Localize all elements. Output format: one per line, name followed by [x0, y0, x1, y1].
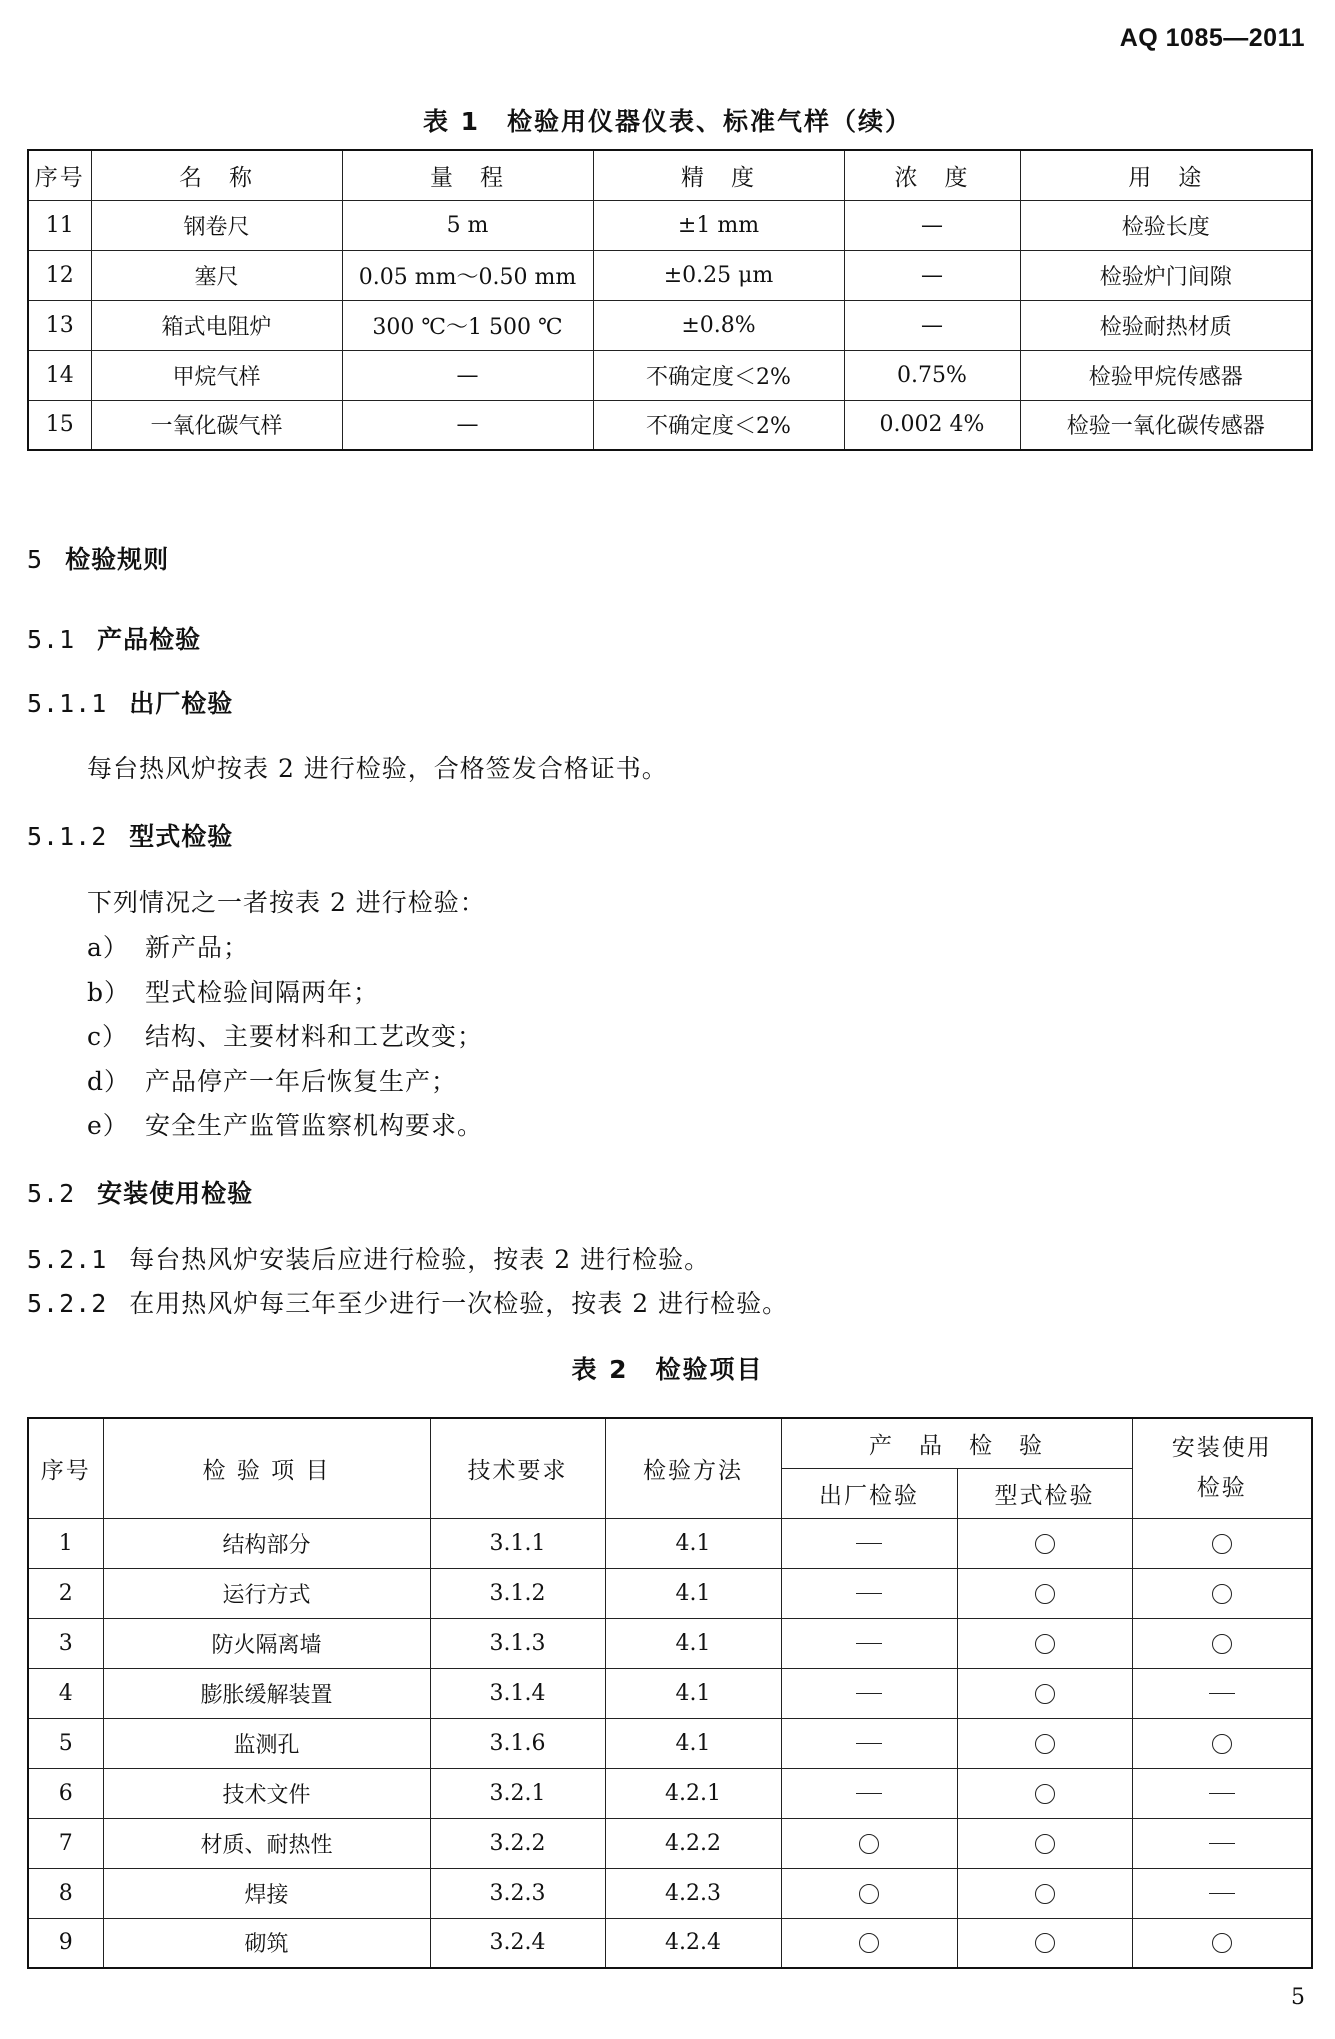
section-5-1-2-heading	[27, 817, 233, 853]
table-cell-factory	[781, 1818, 957, 1868]
section-title: 产品检验	[97, 625, 202, 654]
dash-mark	[1209, 1693, 1235, 1694]
table-cell: ±0.8%	[593, 300, 844, 350]
table-cell: 9	[28, 1918, 103, 1968]
section-number: 5.1.1	[27, 689, 108, 718]
table-cell-type	[957, 1868, 1132, 1918]
table-cell-factory	[781, 1668, 957, 1718]
table-cell: 5 m	[342, 200, 593, 250]
table-cell: 4.2.1	[605, 1768, 781, 1818]
circle-mark	[1035, 1634, 1055, 1654]
table-cell-type	[957, 1918, 1132, 1968]
table-cell: 3.1.2	[430, 1568, 605, 1618]
table-cell: 检验一氧化碳传感器	[1020, 400, 1312, 450]
table-cell: 13	[28, 300, 91, 350]
table1-col-name: 名 称	[91, 150, 342, 200]
table-cell: 运行方式	[103, 1568, 430, 1618]
table-cell: 11	[28, 200, 91, 250]
section-5-1-2-intro: 下列情况之一者按表 2 进行检验：	[87, 888, 486, 917]
table1-col-concentration: 浓 度	[844, 150, 1020, 200]
table-cell: 2	[28, 1568, 103, 1618]
table-cell: 技术文件	[103, 1768, 430, 1818]
table1-col-purpose: 用 途	[1020, 150, 1312, 200]
table-cell: 监测孔	[103, 1718, 430, 1768]
table-cell-install	[1132, 1668, 1312, 1718]
table1-col-seq: 序号	[28, 150, 91, 200]
list-marker: b）	[87, 978, 131, 1007]
table-cell: 结构部分	[103, 1518, 430, 1568]
table-cell: 3.1.1	[430, 1518, 605, 1568]
table-cell-install	[1132, 1868, 1312, 1918]
circle-mark	[1035, 1884, 1055, 1904]
table1-header-row	[28, 150, 1312, 200]
table-cell-factory	[781, 1868, 957, 1918]
list-text: 产品停产一年后恢复生产；	[145, 1067, 458, 1096]
list-item	[87, 1106, 483, 1142]
table-cell-install	[1132, 1518, 1312, 1568]
table-cell-type	[957, 1518, 1132, 1568]
table-cell: 8	[28, 1868, 103, 1918]
table-cell-install	[1132, 1918, 1312, 1968]
table-cell: 3.2.4	[430, 1918, 605, 1968]
section-5-1-heading	[27, 620, 201, 656]
table2-col-requirement: 技术要求	[430, 1418, 605, 1518]
list-text: 安全生产监管监察机构要求。	[145, 1111, 484, 1140]
table-row	[28, 1668, 1312, 1718]
table-row	[28, 350, 1312, 400]
table-cell-type	[957, 1718, 1132, 1768]
circle-mark	[1212, 1734, 1232, 1754]
table-cell: 0.002 4%	[844, 400, 1020, 450]
table1-col-accuracy: 精 度	[593, 150, 844, 200]
table-cell: 3	[28, 1618, 103, 1668]
table-cell: 4.1	[605, 1618, 781, 1668]
table-cell: 钢卷尺	[91, 200, 342, 250]
table-cell-type	[957, 1568, 1132, 1618]
circle-mark	[1212, 1584, 1232, 1604]
table1-col-range: 量 程	[342, 150, 593, 200]
table-row	[28, 1618, 1312, 1668]
list-text: 新产品；	[145, 933, 250, 962]
table2-col-seq: 序号	[28, 1418, 103, 1518]
table-cell: 塞尺	[91, 250, 342, 300]
table-row	[28, 1918, 1312, 1968]
circle-mark	[1035, 1784, 1055, 1804]
list-item	[87, 1062, 457, 1098]
table-cell: —	[844, 250, 1020, 300]
table-cell-install	[1132, 1718, 1312, 1768]
table-cell: —	[342, 400, 593, 450]
section-number: 5	[27, 545, 44, 574]
table-cell: 砌筑	[103, 1918, 430, 1968]
install-label-line-1: 安装使用	[1171, 1435, 1272, 1462]
table-cell-type	[957, 1818, 1132, 1868]
table-cell: 焊接	[103, 1868, 430, 1918]
table2-col-factory: 出厂检验	[781, 1468, 957, 1518]
table-cell: 4.1	[605, 1518, 781, 1568]
table-cell: 检验炉门间隙	[1020, 250, 1312, 300]
table1	[27, 149, 1313, 451]
table-cell: 一氧化碳气样	[91, 400, 342, 450]
table-cell: 1	[28, 1518, 103, 1568]
table-cell: 15	[28, 400, 91, 450]
circle-mark	[1035, 1534, 1055, 1554]
table-cell-type	[957, 1668, 1132, 1718]
section-text: 每台热风炉安装后应进行检验，按表 2 进行检验。	[129, 1245, 711, 1274]
table-row	[28, 250, 1312, 300]
table-cell: 4	[28, 1668, 103, 1718]
table2-title: 表 2 检验项目	[571, 1355, 764, 1384]
table-cell: 4.1	[605, 1568, 781, 1618]
list-marker: e）	[87, 1111, 129, 1140]
section-title: 型式检验	[129, 822, 234, 851]
circle-mark	[1212, 1933, 1232, 1953]
table-row	[28, 1818, 1312, 1868]
table-cell: —	[844, 200, 1020, 250]
circle-mark	[1212, 1534, 1232, 1554]
table-cell: 3.1.3	[430, 1618, 605, 1668]
dash-mark	[856, 1543, 882, 1544]
table-cell: 0.75%	[844, 350, 1020, 400]
section-title: 出厂检验	[129, 689, 234, 718]
table-cell: 12	[28, 250, 91, 300]
table-cell: 4.1	[605, 1668, 781, 1718]
table-cell: 7	[28, 1818, 103, 1868]
section-title: 检验规则	[65, 545, 170, 574]
table2-header-row	[28, 1418, 1312, 1468]
dash-mark	[856, 1743, 882, 1744]
table-cell: 3.1.6	[430, 1718, 605, 1768]
table-cell: ±0.25 μm	[593, 250, 844, 300]
section-number: 5.2.2	[27, 1289, 108, 1318]
table-cell: 3.2.1	[430, 1768, 605, 1818]
table-cell: 检验甲烷传感器	[1020, 350, 1312, 400]
table-cell: 4.2.3	[605, 1868, 781, 1918]
table-cell: 5	[28, 1718, 103, 1768]
list-marker: c）	[87, 1022, 129, 1051]
section-number: 5.2.1	[27, 1245, 108, 1274]
dash-mark	[856, 1643, 882, 1644]
circle-mark	[859, 1884, 879, 1904]
circle-mark	[1035, 1734, 1055, 1754]
section-title: 安装使用检验	[97, 1179, 254, 1208]
table-cell: 材质、耐热性	[103, 1818, 430, 1868]
dash-mark	[856, 1593, 882, 1594]
standard-code: AQ 1085—2011	[1119, 24, 1305, 52]
table-cell: 膨胀缓解装置	[103, 1668, 430, 1718]
section-number: 5.2	[27, 1179, 76, 1208]
table2-body	[28, 1518, 1312, 1968]
table-row	[28, 200, 1312, 250]
table2-col-install-inspection	[1132, 1418, 1312, 1518]
table2-col-item: 检 验 项 目	[103, 1418, 430, 1518]
table-cell-factory	[781, 1568, 957, 1618]
table-cell: 4.1	[605, 1718, 781, 1768]
dash-mark	[856, 1793, 882, 1794]
table2	[27, 1417, 1313, 1969]
table-cell-factory	[781, 1518, 957, 1568]
table-cell: 防火隔离墙	[103, 1618, 430, 1668]
list-text: 型式检验间隔两年；	[145, 978, 380, 1007]
table2-col-product-inspection: 产 品 检 验	[781, 1418, 1132, 1468]
table-cell-type	[957, 1618, 1132, 1668]
list-marker: a）	[87, 933, 129, 962]
table-cell: 14	[28, 350, 91, 400]
table-cell-factory	[781, 1718, 957, 1768]
table-row	[28, 300, 1312, 350]
table-cell: 4.2.2	[605, 1818, 781, 1868]
table-cell: 不确定度＜2%	[593, 400, 844, 450]
table-cell: 6	[28, 1768, 103, 1818]
table-row	[28, 1868, 1312, 1918]
table-row	[28, 1718, 1312, 1768]
table-cell: 3.1.4	[430, 1668, 605, 1718]
table-cell: —	[342, 350, 593, 400]
table-cell-install	[1132, 1818, 1312, 1868]
circle-mark	[1035, 1834, 1055, 1854]
table-cell: 300 ℃～1 500 ℃	[342, 300, 593, 350]
page-number: 5	[1291, 1985, 1305, 2010]
section-5-2-2	[27, 1284, 788, 1320]
table-cell: ±1 mm	[593, 200, 844, 250]
circle-mark	[1212, 1634, 1232, 1654]
table-cell: —	[844, 300, 1020, 350]
section-5-heading	[27, 540, 169, 576]
dash-mark	[1209, 1843, 1235, 1844]
circle-mark	[1035, 1584, 1055, 1604]
table-cell-type	[957, 1768, 1132, 1818]
circle-mark	[1035, 1684, 1055, 1704]
dash-mark	[1209, 1893, 1235, 1894]
table-cell: 箱式电阻炉	[91, 300, 342, 350]
table-cell-factory	[781, 1918, 957, 1968]
circle-mark	[1035, 1933, 1055, 1953]
section-number: 5.1	[27, 625, 76, 654]
table-cell: 不确定度＜2%	[593, 350, 844, 400]
section-5-2-heading	[27, 1174, 253, 1210]
table-cell: 3.2.2	[430, 1818, 605, 1868]
table-cell: 4.2.4	[605, 1918, 781, 1968]
list-item	[87, 1017, 483, 1053]
section-5-2-1	[27, 1240, 710, 1276]
section-5-1-1-heading	[27, 684, 233, 720]
table-row	[28, 400, 1312, 450]
table-cell-install	[1132, 1568, 1312, 1618]
table2-col-method: 检验方法	[605, 1418, 781, 1518]
table-cell: 检验长度	[1020, 200, 1312, 250]
table2-col-type: 型式检验	[957, 1468, 1132, 1518]
install-label-line-2: 检验	[1196, 1475, 1247, 1502]
table1-title: 表 1 检验用仪器仪表、标准气样（续）	[422, 107, 913, 136]
section-5-1-1-body: 每台热风炉按表 2 进行检验，合格签发合格证书。	[87, 754, 668, 783]
dash-mark	[856, 1693, 882, 1694]
table-cell: 0.05 mm～0.50 mm	[342, 250, 593, 300]
table-cell: 3.2.3	[430, 1868, 605, 1918]
list-item	[87, 973, 379, 1009]
table-row	[28, 1768, 1312, 1818]
table-row	[28, 1518, 1312, 1568]
circle-mark	[859, 1834, 879, 1854]
table-cell: 检验耐热材质	[1020, 300, 1312, 350]
table-cell: 甲烷气样	[91, 350, 342, 400]
table-cell-factory	[781, 1618, 957, 1668]
list-marker: d）	[87, 1067, 131, 1096]
table-cell-factory	[781, 1768, 957, 1818]
section-text: 在用热风炉每三年至少进行一次检验，按表 2 进行检验。	[129, 1289, 789, 1318]
table-cell-install	[1132, 1618, 1312, 1668]
table-cell-install	[1132, 1768, 1312, 1818]
table-row	[28, 1568, 1312, 1618]
list-text: 结构、主要材料和工艺改变；	[145, 1022, 484, 1051]
list-item	[87, 928, 249, 964]
section-number: 5.1.2	[27, 822, 108, 851]
circle-mark	[859, 1933, 879, 1953]
dash-mark	[1209, 1793, 1235, 1794]
